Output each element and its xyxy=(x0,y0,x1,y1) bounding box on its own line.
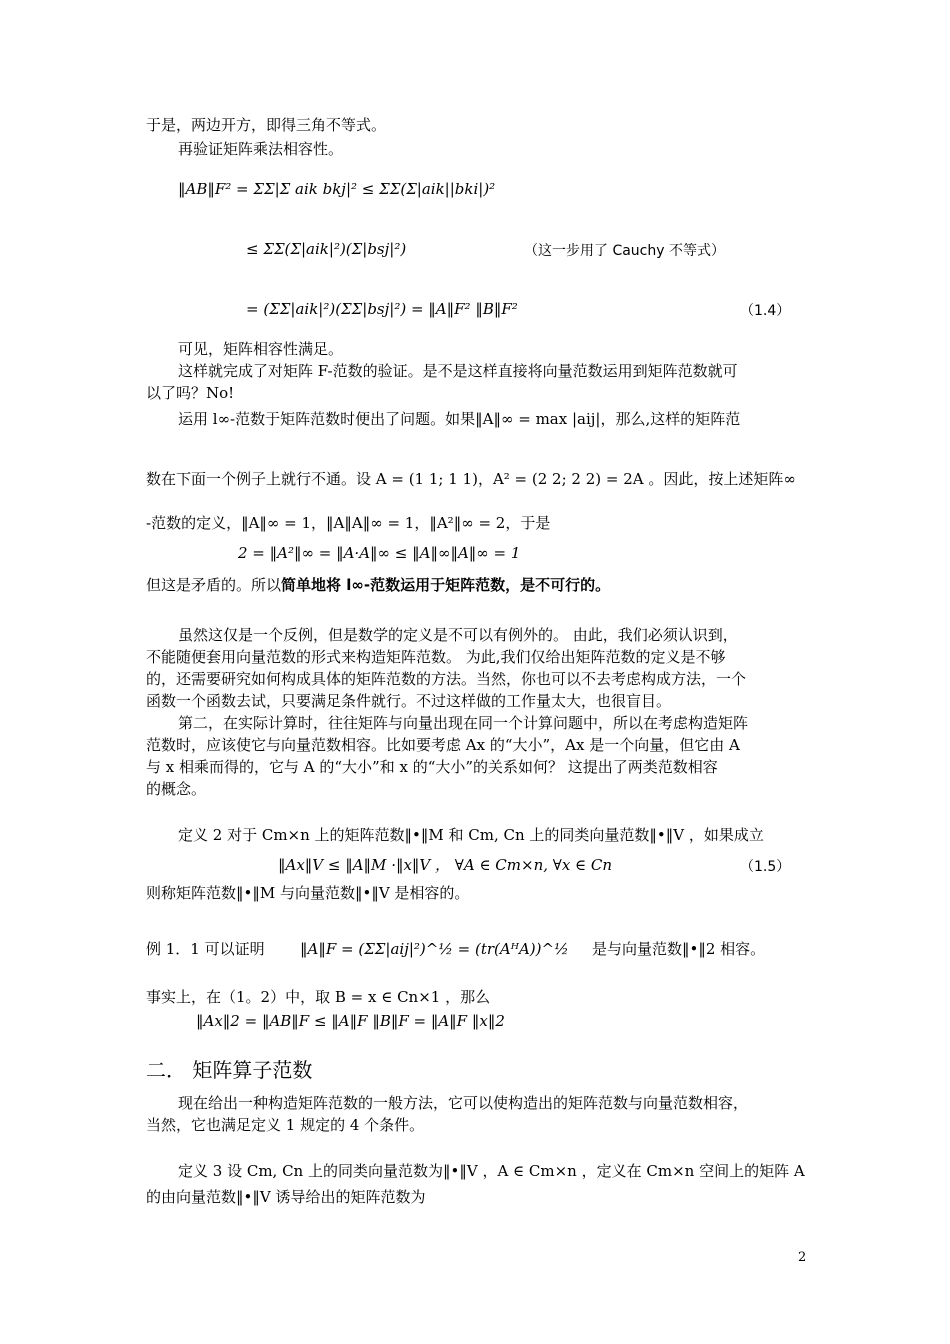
text-line xyxy=(146,574,808,596)
definition-3: 定义 3 设 Cm, Cn 上的同类向量范数为‖•‖V ，A ∈ Cm×n ，定义在 Cm×n 空间上的矩阵 A xyxy=(178,1162,805,1180)
text-line: 不能随便套用向量范数的形式来构造矩阵范数。 为此,我们仅给出矩阵范数的定义是不够 xyxy=(146,648,726,666)
text-line: 是与向量范数‖•‖2 相容。 xyxy=(592,940,766,958)
text-line: 数在下面一个例子上就行不通。设 A = (1 1; 1 1)，A² = (2 2; 2 2) = 2A 。因此，按上述矩阵∞ xyxy=(146,470,796,488)
text-line: 的由向量范数‖•‖V 诱导给出的矩阵范数为 xyxy=(146,1188,426,1206)
equation-number: （1.5） xyxy=(740,859,791,875)
equation-fact: ‖Ax‖2 = ‖AB‖F ≤ ‖A‖F ‖B‖F = ‖A‖F ‖x‖2 xyxy=(196,1012,505,1030)
text-line: 现在给出一种构造矩阵范数的一般方法，它可以使构造出的矩阵范数与向量范数相容， xyxy=(178,1094,749,1112)
text-line: 于是，两边开方，即得三角不等式。 xyxy=(146,116,387,134)
equation-contradiction: 2 = ‖A²‖∞ = ‖A·A‖∞ ≤ ‖A‖∞‖A‖∞ = 1 xyxy=(238,544,521,562)
equation-def2: ‖Ax‖V ≤ ‖A‖M ·‖x‖V ， ∀A ∈ Cm×n, ∀x ∈ Cn xyxy=(278,856,613,874)
definition-2: 定义 2 对于 Cm×n 上的矩阵范数‖•‖M 和 Cm, Cn 上的同类向量范数‖•‖V ，如果成立 xyxy=(178,826,764,844)
equation-2: ≤ ΣΣ(Σ|aik|²)(Σ|bsj|²) xyxy=(246,240,407,258)
text-line: 这样就完成了对矩阵 F-范数的验证。是不是这样直接将向量范数运用到矩阵范数就可 xyxy=(178,362,738,380)
text-line: 函数一个函数去试，只要满足条件就行。不过这样做的工作量太大，也很盲目。 xyxy=(146,692,672,710)
text-line: 运用 l∞-范数于矩阵范数时便出了问题。如果‖A‖∞ = max |aij|，那么,这样的矩阵范 xyxy=(178,410,741,428)
equation-example: ‖A‖F = (ΣΣ|aij|²)^½ = (tr(AᴴA))^½ xyxy=(300,940,569,958)
bold-text-span: 简单地将 l∞-范数运用于矩阵范数，是不可行的。 xyxy=(281,576,611,594)
text-line: 当然，它也满足定义 1 规定的 4 个条件。 xyxy=(146,1116,425,1134)
equation-number: （1.4） xyxy=(740,303,791,319)
text-line: 与 x 相乘而得的，它与 A 的“大小”和 x 的“大小”的关系如何？ 这提出了两类范数相容 xyxy=(146,758,718,776)
example-label: 例 1．1 可以证明 xyxy=(146,940,265,958)
text-line: 的概念。 xyxy=(146,780,207,798)
equation-1: ‖AB‖F² = ΣΣ|Σ aik bkj|² ≤ ΣΣ(Σ|aik||bki|)² xyxy=(178,180,496,198)
text-line: 的，还需要研究如何构成具体的矩阵范数的方法。当然，你也可以不去考虑构成方法，一个 xyxy=(146,670,747,688)
text-line: 事实上，在（1。2）中，取 B = x ∈ Cn×1 ，那么 xyxy=(146,988,491,1006)
text-line: 再验证矩阵乘法相容性。 xyxy=(178,140,344,158)
equation-note: （这一步用了 Cauchy 不等式） xyxy=(524,243,725,259)
text-line: 可见，矩阵相容性满足。 xyxy=(178,340,344,358)
text-line: 第二，在实际计算时，往往矩阵与向量出现在同一个计算问题中，所以在考虑构造矩阵 xyxy=(178,714,749,732)
text-line: 则称矩阵范数‖•‖M 与向量范数‖•‖V 是相容的。 xyxy=(146,884,470,902)
text-line: -范数的定义，‖A‖∞ = 1，‖A‖A‖∞ = 1，‖A²‖∞ = 2，于是 xyxy=(146,514,551,532)
equation-3: = (ΣΣ|aik|²)(ΣΣ|bsj|²) = ‖A‖F² ‖B‖F² xyxy=(246,300,518,318)
text-line: 范数时，应该使它与向量范数相容。比如要考虑 Ax 的“大小”，Ax 是一个向量，但它由 A xyxy=(146,736,740,754)
text-line: 虽然这仅是一个反例，但是数学的定义是不可以有例外的。 由此，我们必须认识到， xyxy=(178,626,738,644)
page-number: 2 xyxy=(798,1250,807,1265)
text-line: 以了吗？No! xyxy=(146,384,235,402)
section-heading: 二． 矩阵算子范数 xyxy=(146,1058,313,1082)
text-span: 但这是矛盾的。所以 xyxy=(146,576,282,594)
